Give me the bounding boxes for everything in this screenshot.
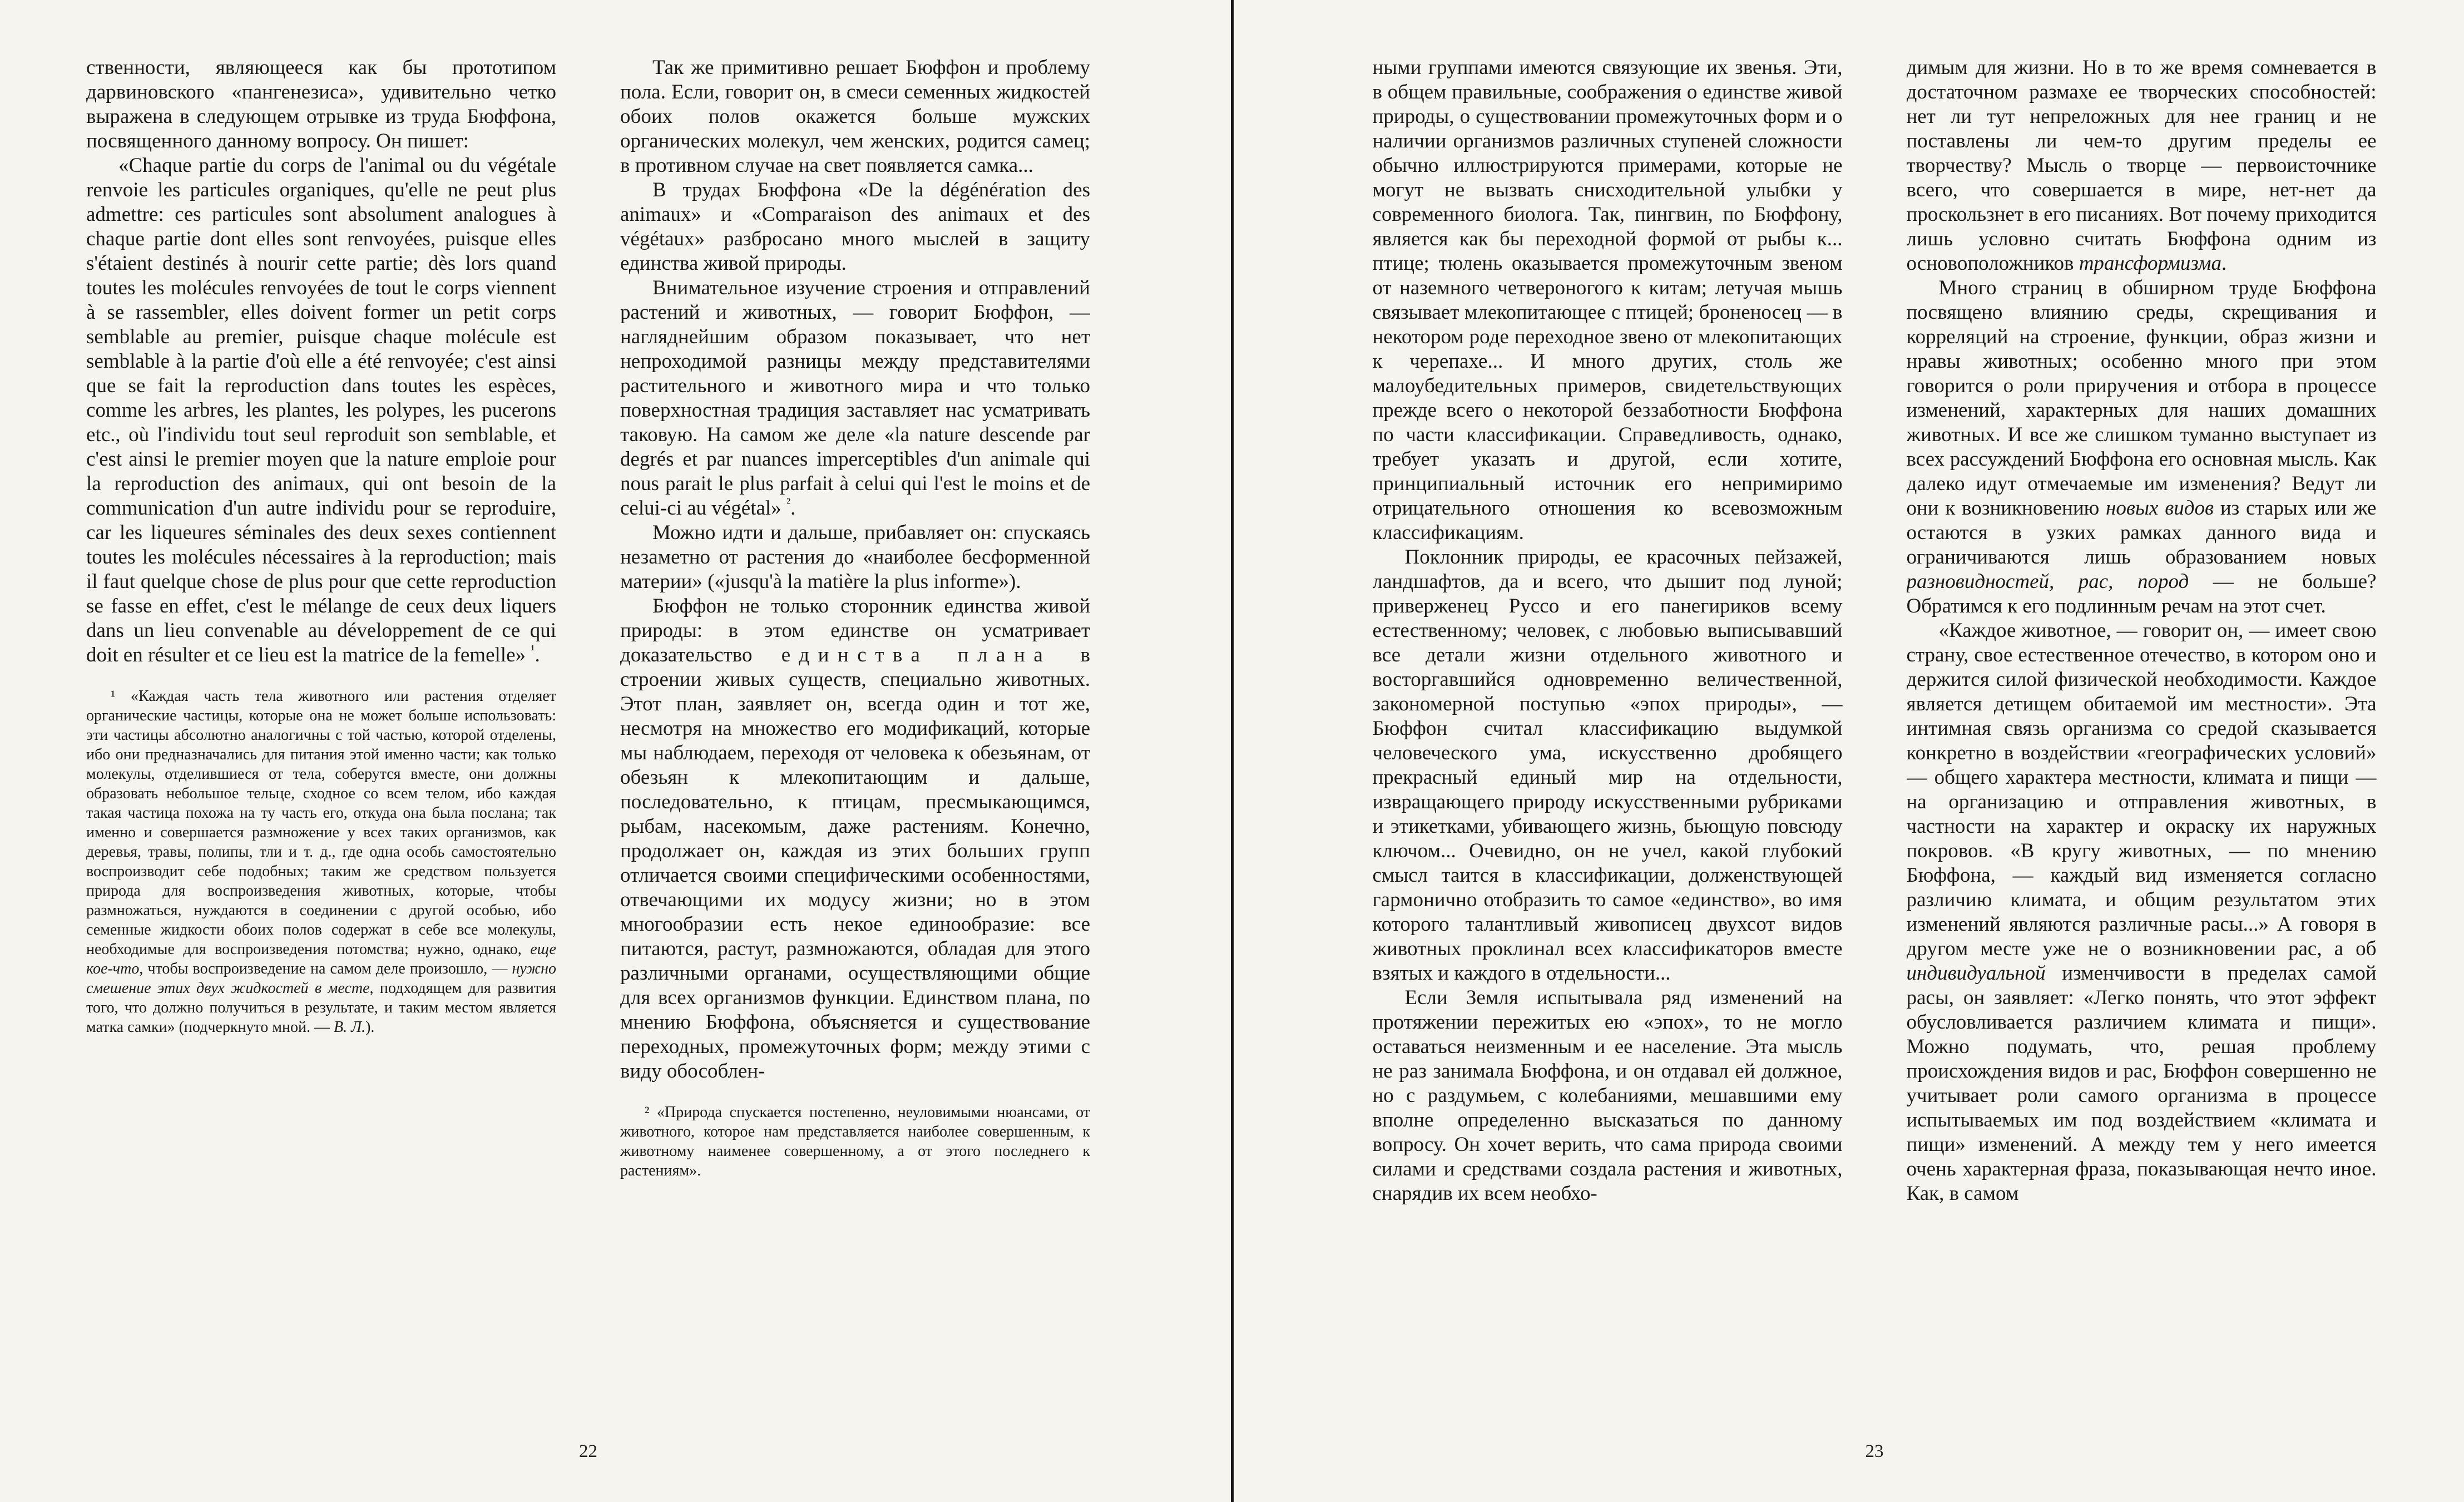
text-run: индивидуальной <box>1906 962 2046 985</box>
text-run: новых видов <box>2106 497 2214 520</box>
text-run: димым для жизни. Но в то же время сомневается в достаточном размахе ее творческих способностей: нет ли тут непреложных для нее границ и не поставлены ли чем-то другим пределы ее творчеству? Мысль о творце — первоисточнике всего, что совершается в мире, нет-нет да проскользнет в его писаниях. Вот почему приходится лишь условно считать Бюффона одним из основоположников <box>1906 56 2377 275</box>
text-run: из старых или же остаются в узких рамках данного вида и ограничиваются лишь образованием новых <box>1906 497 2377 569</box>
text-run: . <box>2221 252 2227 275</box>
text-run: Поклонник природы, ее красочных пейзажей, ландшафтов, да и всего, что дышит под луной; приверженец Руссо и его панегириков всему естественному; человек, с любовью выписывавший все детали жизни отдельного животного и восторгавшийся одновременно величественной, закономерной поступью «эпох природы», — Бюффон считал классификацию выдумкой человеческого ума, искусственно дробящего прекрасный единый мир на отдельности, извращающего природу искусственными рубриками и этикетками, убивающего жизнь, бьющую повсюду ключом... Очевидно, он не учел, какой глубокий смысл таится в классификации, долженствующей гармонично отобразить то самое «единство», во имя которого талантливый живописец двухсот видов животных проклинал всех классификаторов вместе взятых и каждого в отдельности... <box>1372 546 1843 985</box>
text-run <box>928 644 957 666</box>
text-run: , чтобы воспроизведение на самом деле произошло, — <box>139 960 512 977</box>
text-run: Много страниц в обширном труде Бюффона посвящено влиянию среды, скрещивания и корреляций на строение, функции, образ жизни и нравы животных; особенно много при этом говорится о роли приручения и отбора в процессе изменений, характерных для наших домашних животных. И все же слишком туманно выступает из всех рассуждений Бюффона его основная мысль. Как далеко идут отмечаемые им изменения? Ведут ли они к возникновению <box>1906 276 2377 520</box>
body-paragraph <box>620 56 1090 178</box>
text-run: Можно идти и дальше, прибавляет он: спускаясь незаметно от растения до «наиболее бесформенной материи» («jusqu'à la matière la plus informe»). <box>620 521 1090 593</box>
body-paragraph <box>1373 986 1843 1206</box>
body-paragraph <box>1907 56 2377 276</box>
text-run: , подходящем для развития того, что должно получиться в результате, и таким местом является матка самки» (подчеркнуто мной. — <box>86 980 556 1036</box>
body-paragraph <box>1907 619 2377 1206</box>
text-run: еще кое-что <box>86 941 556 977</box>
body-paragraph <box>620 594 1090 1084</box>
text-run: ² «Природа спускается постепенно, неуловимыми нюансами, от животного, которое нам представляется наиболее совершенным, к животному наименее совершенному, а от этого последнего к растениям». <box>620 1104 1090 1179</box>
text-run: трансформизма <box>2079 252 2221 275</box>
text-run: ственности, являющееся как бы прототипом дарвиновского «пангенезиса», удивительно четко выражена в следующем отрывке из труда Бюффона, посвященного данному вопросу. Он пишет: <box>86 56 556 152</box>
text-run: единства <box>781 644 929 666</box>
text-run: Так же примитивно решает Бюффон и проблему пола. Если, говорит он, в смеси семенных жидкостей обоих полов окажется больше мужских органических молекул, чем женских, родится самец; в противном случае на свет появляется самка... <box>620 56 1090 177</box>
text-run: ными группами имеются связующие их звенья. Эти, в общем правильные, соображения о единстве живой природы, о существовании промежуточных форм и о наличии организмов различных ступеней сложности обычно иллюстрируются примерами, которые не могут не вызвать снисходительной улыбки у современного биолога. Так, пингвин, по Бюффону, является как бы переходной формой от рыбы к... птице; тюлень оказывается промежуточным звеном от наземного четвероногого к китам; летучая мышь связывает млекопитающее с птицей; броненосец — в некотором роде переходное звено от млекопитающих к черепахе... И много других, столь же малоубедительных примеров, свидетельствующих прежде всего о некоторой беззаботности Бюффона по части классификации. Справедливость, однако, требует указать и другой, если хотите, принципиальный источник его непримиримо отрицательного отношения ко всевозможным классификациям. <box>1372 56 1843 544</box>
text-run: ). <box>365 1019 375 1036</box>
footnote-paragraph <box>620 1103 1090 1180</box>
text-run: разновидностей, рас, пород <box>1906 570 2189 593</box>
text-run: ² <box>786 496 791 511</box>
page-right-text-area <box>1373 56 2377 1424</box>
text-run: изменчивости в пределах самой расы, он заявляет: «Легко понять, что этот эффект обусловливается различием климата и пищи». Можно подумать, что, решая проблему происхождения видов и рас, Бюффон совершенно не учитывает роли самого организма в процессе испытываемых им под воздействием «климата и пищи» изменений. А между тем у него имеется очень характерная фраза, показывающая нечто иное. Как, в самом <box>1906 962 2377 1205</box>
text-run: . <box>790 497 796 520</box>
text-column <box>86 56 556 1424</box>
page-number-right: 23 <box>1865 1441 1884 1461</box>
page-left-text-area <box>86 56 1090 1424</box>
text-run: Внимательное изучение строения и отправлений растений и животных, — говорит Бюффон, — нагляднейшим образом показывает, что нет непроходимой разницы между представителями растительного и животного мира и что только поверхностная традиция заставляет нас усматривать таковую. На самом же деле «la nature descende par degrés et par nuances imperceptibles d'un animale qui nous parait le plus parfait à celui qui l'est le moins et de celui-ci au végétal» <box>620 276 1090 520</box>
body-paragraph <box>1373 545 1843 986</box>
text-run: ¹ <box>531 643 535 658</box>
text-run: в строении живых существ, специально животных. Этот план, заявляет он, всегда один и тот же, несмотря на множество его модификаций, которые мы наблюдаем, переходя от человека к обезьянам, от обезьян к млекопитающим и дальше, последовательно, к птицам, пресмыкающимся, рыбам, насекомым, даже растениям. Конечно, продолжает он, каждая из этих больших групп отличается своими специфическими особенностями, отвечающими их модусу жизни; но в этом многообразии есть некое единообразие: все питаются, растут, размножаются, обладая для этого различными органами, осуществляющими общие для всех организмов функции. Единством плана, по мнению Бюффона, объясняется и существование переходных, промежуточных форм; между этими с виду обособлен- <box>620 644 1090 1083</box>
text-column <box>1907 56 2377 1424</box>
page-right <box>1234 0 2464 1502</box>
text-run: — не больше? Обратимся к его подлинным речам на этот счет. <box>1906 570 2377 617</box>
footnote-paragraph <box>86 686 556 1037</box>
text-run: нужно смешение этих двух жидкостей в месте <box>86 960 556 997</box>
page-number-left: 22 <box>579 1441 597 1461</box>
body-paragraph <box>620 178 1090 276</box>
text-run: «Chaque partie du corps de l'animal ou du végétale renvoie les particules organiques, qu'elle ne peut plus admettre: ces particules sont absolument analogues à chaque partie dont elles sont renvoyées, puisque elles s'étaient destinés à nourir cette partie; dès lors quand toutes les molécules renvoyées de tout le corps viennent à se rassembler, elles doivent former un petit corps semblable au premier, puisque chaque molécule est semblable à la partie d'où elle a été renvoyée; c'est ainsi que se fait la reproduction dans toutes les espèces, comme les arbres, les plantes, les polypes, les pucerons etc., où l'individu tout seul reproduit son semblable, et c'est ainsi le premier moyen que la nature emploie pour la reproduction des animaux, qui ont besoin de la communication d'un autre individu pour se reproduire, car les liqueures séminales des deux sexes contiennent toutes les molécules nécessaires à la reproduction; mais il faut quelque chose de plus pour que cette reproduction se fasse en effet, c'est le mélange de ceux deux liquers dans un lieu convenable au développement de ce qui doit en résulter et ce lieu est la matrice de la femelle» <box>86 154 556 666</box>
body-paragraph <box>86 56 556 154</box>
text-column <box>1373 56 1843 1424</box>
text-run: Бюффон не только сторонник единства живой природы: в этом единстве он усматривает доказательство <box>620 595 1090 666</box>
body-paragraph <box>1907 276 2377 619</box>
body-paragraph <box>86 154 556 668</box>
body-paragraph <box>620 276 1090 521</box>
page-left <box>0 0 1231 1502</box>
text-run: плана <box>957 644 1052 666</box>
text-run: ¹ «Каждая часть тела животного или растения отделяет органические частицы, которые она не может больше использовать: эти частицы абсолютно аналогичны с той частью, которой отделены, ибо они предназначались для питания этой именно части; как только молекулы, отделившиеся от тела, соберутся вместе, они должны образовать небольшое тельце, сходное со всем телом, ибо каждая такая частица похожа на ту часть его, откуда она была послана; так именно и совершается размножение у всех таких организмов, как деревья, травы, полипы, тли и т. д., где одна особь самостоятельно воспроизводит себе подобных; таким же средством пользуется природа для воспроизведения животных, которые, чтобы размножаться, нуждаются в соединении с другой особью, ибо семенные жидкости обоих полов содержат в себе все молекулы, необходимые для воспроизведения потомства; нужно, однако, <box>86 688 556 958</box>
body-paragraph <box>620 521 1090 594</box>
body-paragraph <box>1373 56 1843 545</box>
text-run: В трудах Бюффона «De la dégénération des animaux» и «Comparaison des animaux et des végétaux» разбросано много мыслей в защиту единства живой природы. <box>620 179 1090 275</box>
text-column <box>620 56 1090 1424</box>
text-run: В. Л. <box>333 1019 366 1036</box>
text-run: Если Земля испытывала ряд изменений на протяжении пережитых ею «эпох», то не могло оставаться неизменным и ее население. Эта мысль не раз занимала Бюффона, и он отдавал ей должное, но с раздумьем, с колебаниями, мешавшими ему вполне определенно высказаться по данному вопросу. Он хочет верить, что сама природа своими силами и средствами создала растения и животных, снарядив их всем необхо- <box>1372 986 1843 1205</box>
text-run: «Каждое животное, — говорит он, — имеет свою страну, свое естественное отечество, в котором оно и держится силой физической необходимости. Каждое является детищем обитаемой им местности». Эта интимная связь организма со средой сказывается конкретно в воздействии «географических условий» — общего характера местности, климата и пищи — на организацию и отправления животных, в частности на характер и окраску их наружных покровов. «В кругу животных, — по мнению Бюффона, — каждый вид изменяется согласно различию климата, и общим результатом этих изменений являются различные расы...» А говоря в другом месте уже не о возникновении рас, а об <box>1906 619 2377 960</box>
text-run: . <box>535 644 540 666</box>
